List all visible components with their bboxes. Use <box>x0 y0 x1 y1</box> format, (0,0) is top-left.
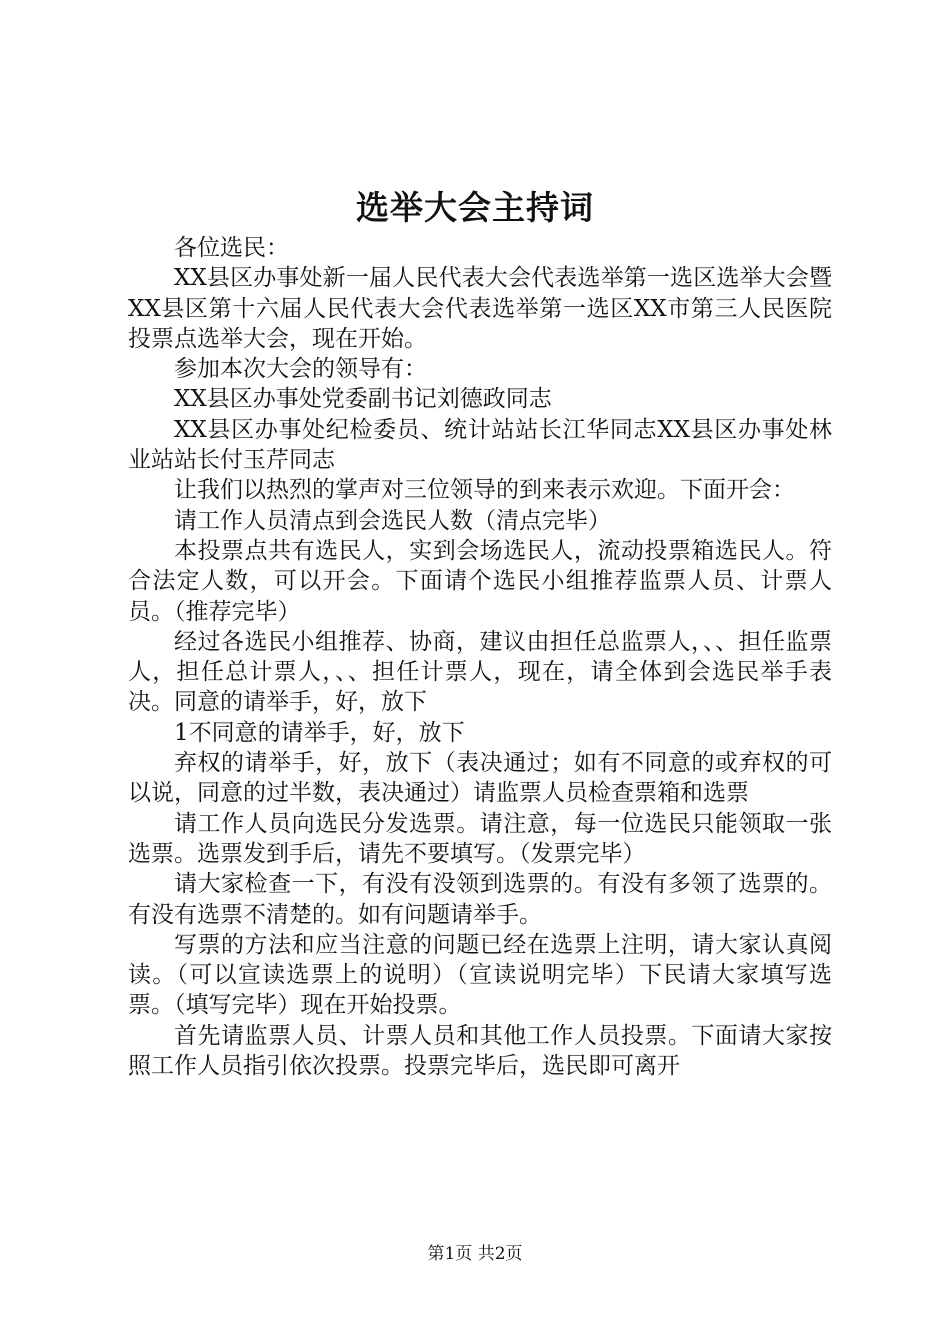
paragraph: 经过各选民小组推荐、协商，建议由担任总监票人，、、担任监票人，担任总计票人，、、担任计票人，现在，请全体到会选民举手表决。同意的请举手，好，放下 <box>128 628 832 716</box>
paragraph: 各位选民： <box>174 235 289 261</box>
paragraph: 请大家检查一下，有没有没领到选票的。有没有多领了选票的。有没有选票不清楚的。如有问题请举手。 <box>128 871 832 928</box>
paragraph: XX县区办事处纪检委员、统计站站长江华同志XX县区办事处林业站站长付玉芹同志 <box>128 416 832 474</box>
paragraph: 1不同意的请举手，好，放下 <box>174 719 465 746</box>
paragraph: 请工作人员向选民分发选票。请注意，每一位选民只能领取一张选票。选票发到手后，请先不要填写。（发票完毕） <box>128 810 832 867</box>
paragraph: 首先请监票人员、计票人员和其他工作人员投票。下面请大家按照工作人员指引依次投票。投票完毕后，选民即可离开 <box>128 1022 832 1080</box>
paragraph: 请工作人员清点到会选民人数（清点完毕） <box>174 507 611 534</box>
paragraph: 弃权的请举手，好，放下（表决通过；如有不同意的或弃权的可以说，同意的过半数，表决通过）请监票人员检查票箱和选票 <box>128 750 832 807</box>
paragraph: 写票的方法和应当注意的问题已经在选票上注明，请大家认真阅读。（可以宣读选票上的说明）（宣读说明完毕）下民请大家填写选票。（填写完毕）现在开始投票。 <box>128 931 832 1019</box>
paragraph: XX县区办事处党委副书记刘德政同志 <box>174 386 552 413</box>
paragraph: 本投票点共有选民人，实到会场选民人，流动投票箱选民人。符合法定人数，可以开会。下面请个选民小组推荐监票人员、计票人员。（推荐完毕） <box>128 537 832 625</box>
paragraph: XX县区办事处新一届人民代表大会代表选举第一选区选举大会暨XX县区第十六届人民代表大会代表选举第一选区XX市第三人民医院投票点选举大会，现在开始。 <box>128 265 832 352</box>
page-footer: 第1页 共2页 <box>427 1244 523 1264</box>
paragraph: 参加本次大会的领导有： <box>174 356 427 383</box>
document-title: 选举大会主持词 <box>356 188 594 227</box>
paragraph: 让我们以热烈的掌声对三位领导的到来表示欢迎。下面开会： <box>174 477 795 504</box>
document-body <box>128 233 832 1081</box>
